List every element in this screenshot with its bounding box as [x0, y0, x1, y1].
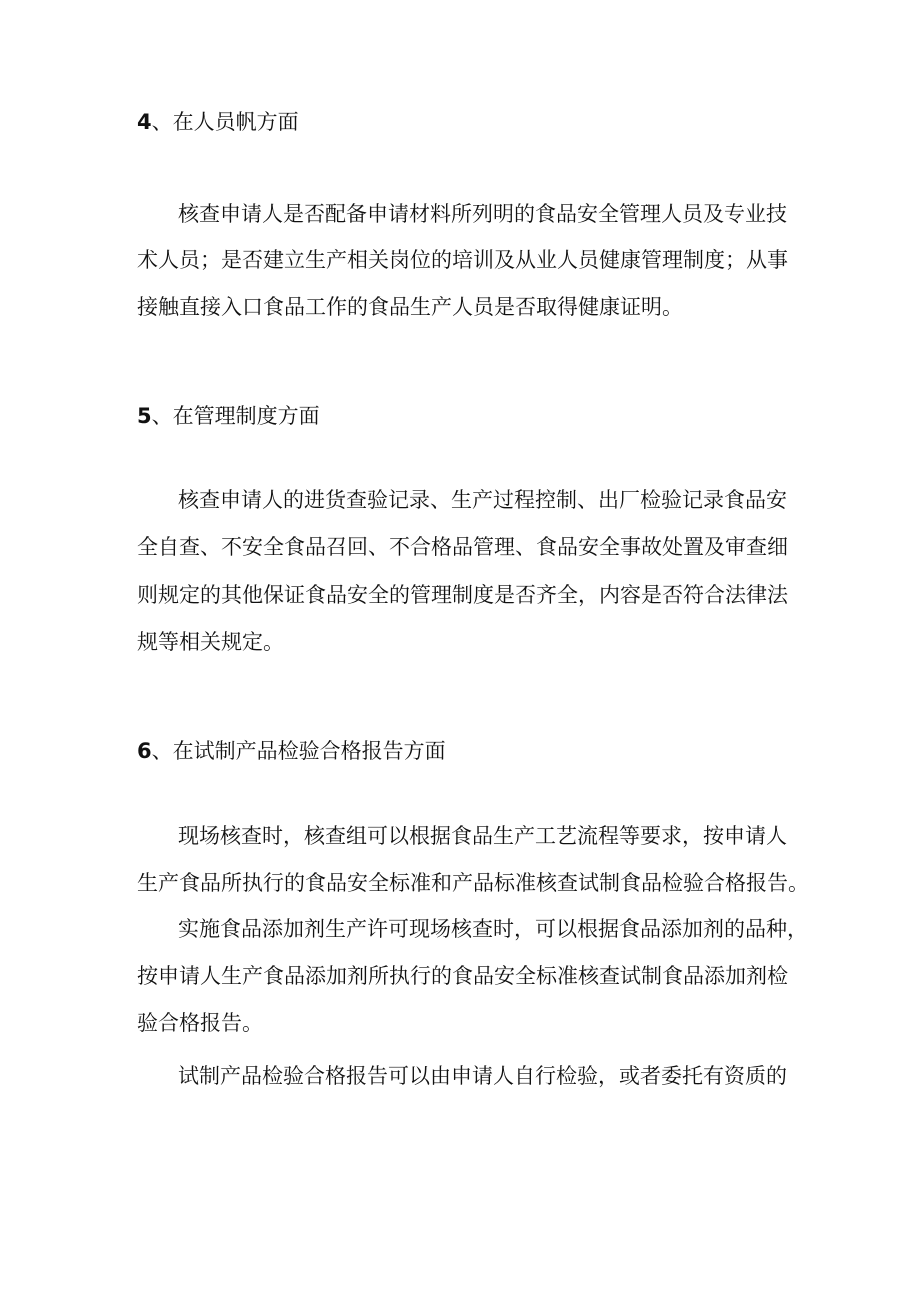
section-number: 6 — [137, 739, 152, 763]
paragraph-line: 按申请人生产食品添加剂所执行的食品安全标准核查试制食品添加剂检 — [137, 964, 788, 988]
paragraph-line: 规等相关规定。 — [137, 630, 284, 654]
paragraph-line: 核查申请人的进货查验记录、生产过程控制、出厂检验记录食品安 — [178, 488, 787, 512]
paragraph-line: 实施食品添加剂生产许可现场核查时，可以根据食品添加剂的品种， — [178, 917, 808, 941]
paragraph-line: 现场核查时，核查组可以根据食品生产工艺流程等要求，按申请人 — [178, 824, 787, 848]
section-number: 5 — [137, 404, 152, 428]
paragraph-line: 术人员；是否建立生产相关岗位的培训及从业人员健康管理制度；从事 — [137, 248, 788, 272]
section-title: 、在管理制度方面 — [151, 404, 320, 428]
paragraph-line: 验合格报告。 — [137, 1011, 263, 1035]
paragraph-line: 接触直接入口食品工作的食品生产人员是否取得健康证明。 — [137, 295, 683, 319]
section-5-heading — [137, 402, 320, 430]
section-4-heading — [137, 108, 299, 136]
paragraph-line: 全自查、不安全食品召回、不合格品管理、食品安全事故处置及审查细 — [137, 535, 788, 559]
section-6-heading — [137, 737, 446, 765]
section-number: 4 — [137, 110, 152, 134]
section-title: 、在试制产品检验合格报告方面 — [151, 739, 446, 763]
paragraph-line: 核查申请人是否配备申请材料所列明的食品安全管理人员及专业技 — [178, 202, 787, 226]
paragraph-line: 试制产品检验合格报告可以由申请人自行检验，或者委托有资质的 — [178, 1064, 787, 1088]
paragraph-line: 则规定的其他保证食品安全的管理制度是否齐全，内容是否符合法律法 — [137, 583, 788, 607]
section-title: 、在人员帆方面 — [151, 110, 299, 134]
paragraph-line: 生产食品所执行的食品安全标准和产品标准核查试制食品检验合格报告。 — [137, 871, 809, 895]
